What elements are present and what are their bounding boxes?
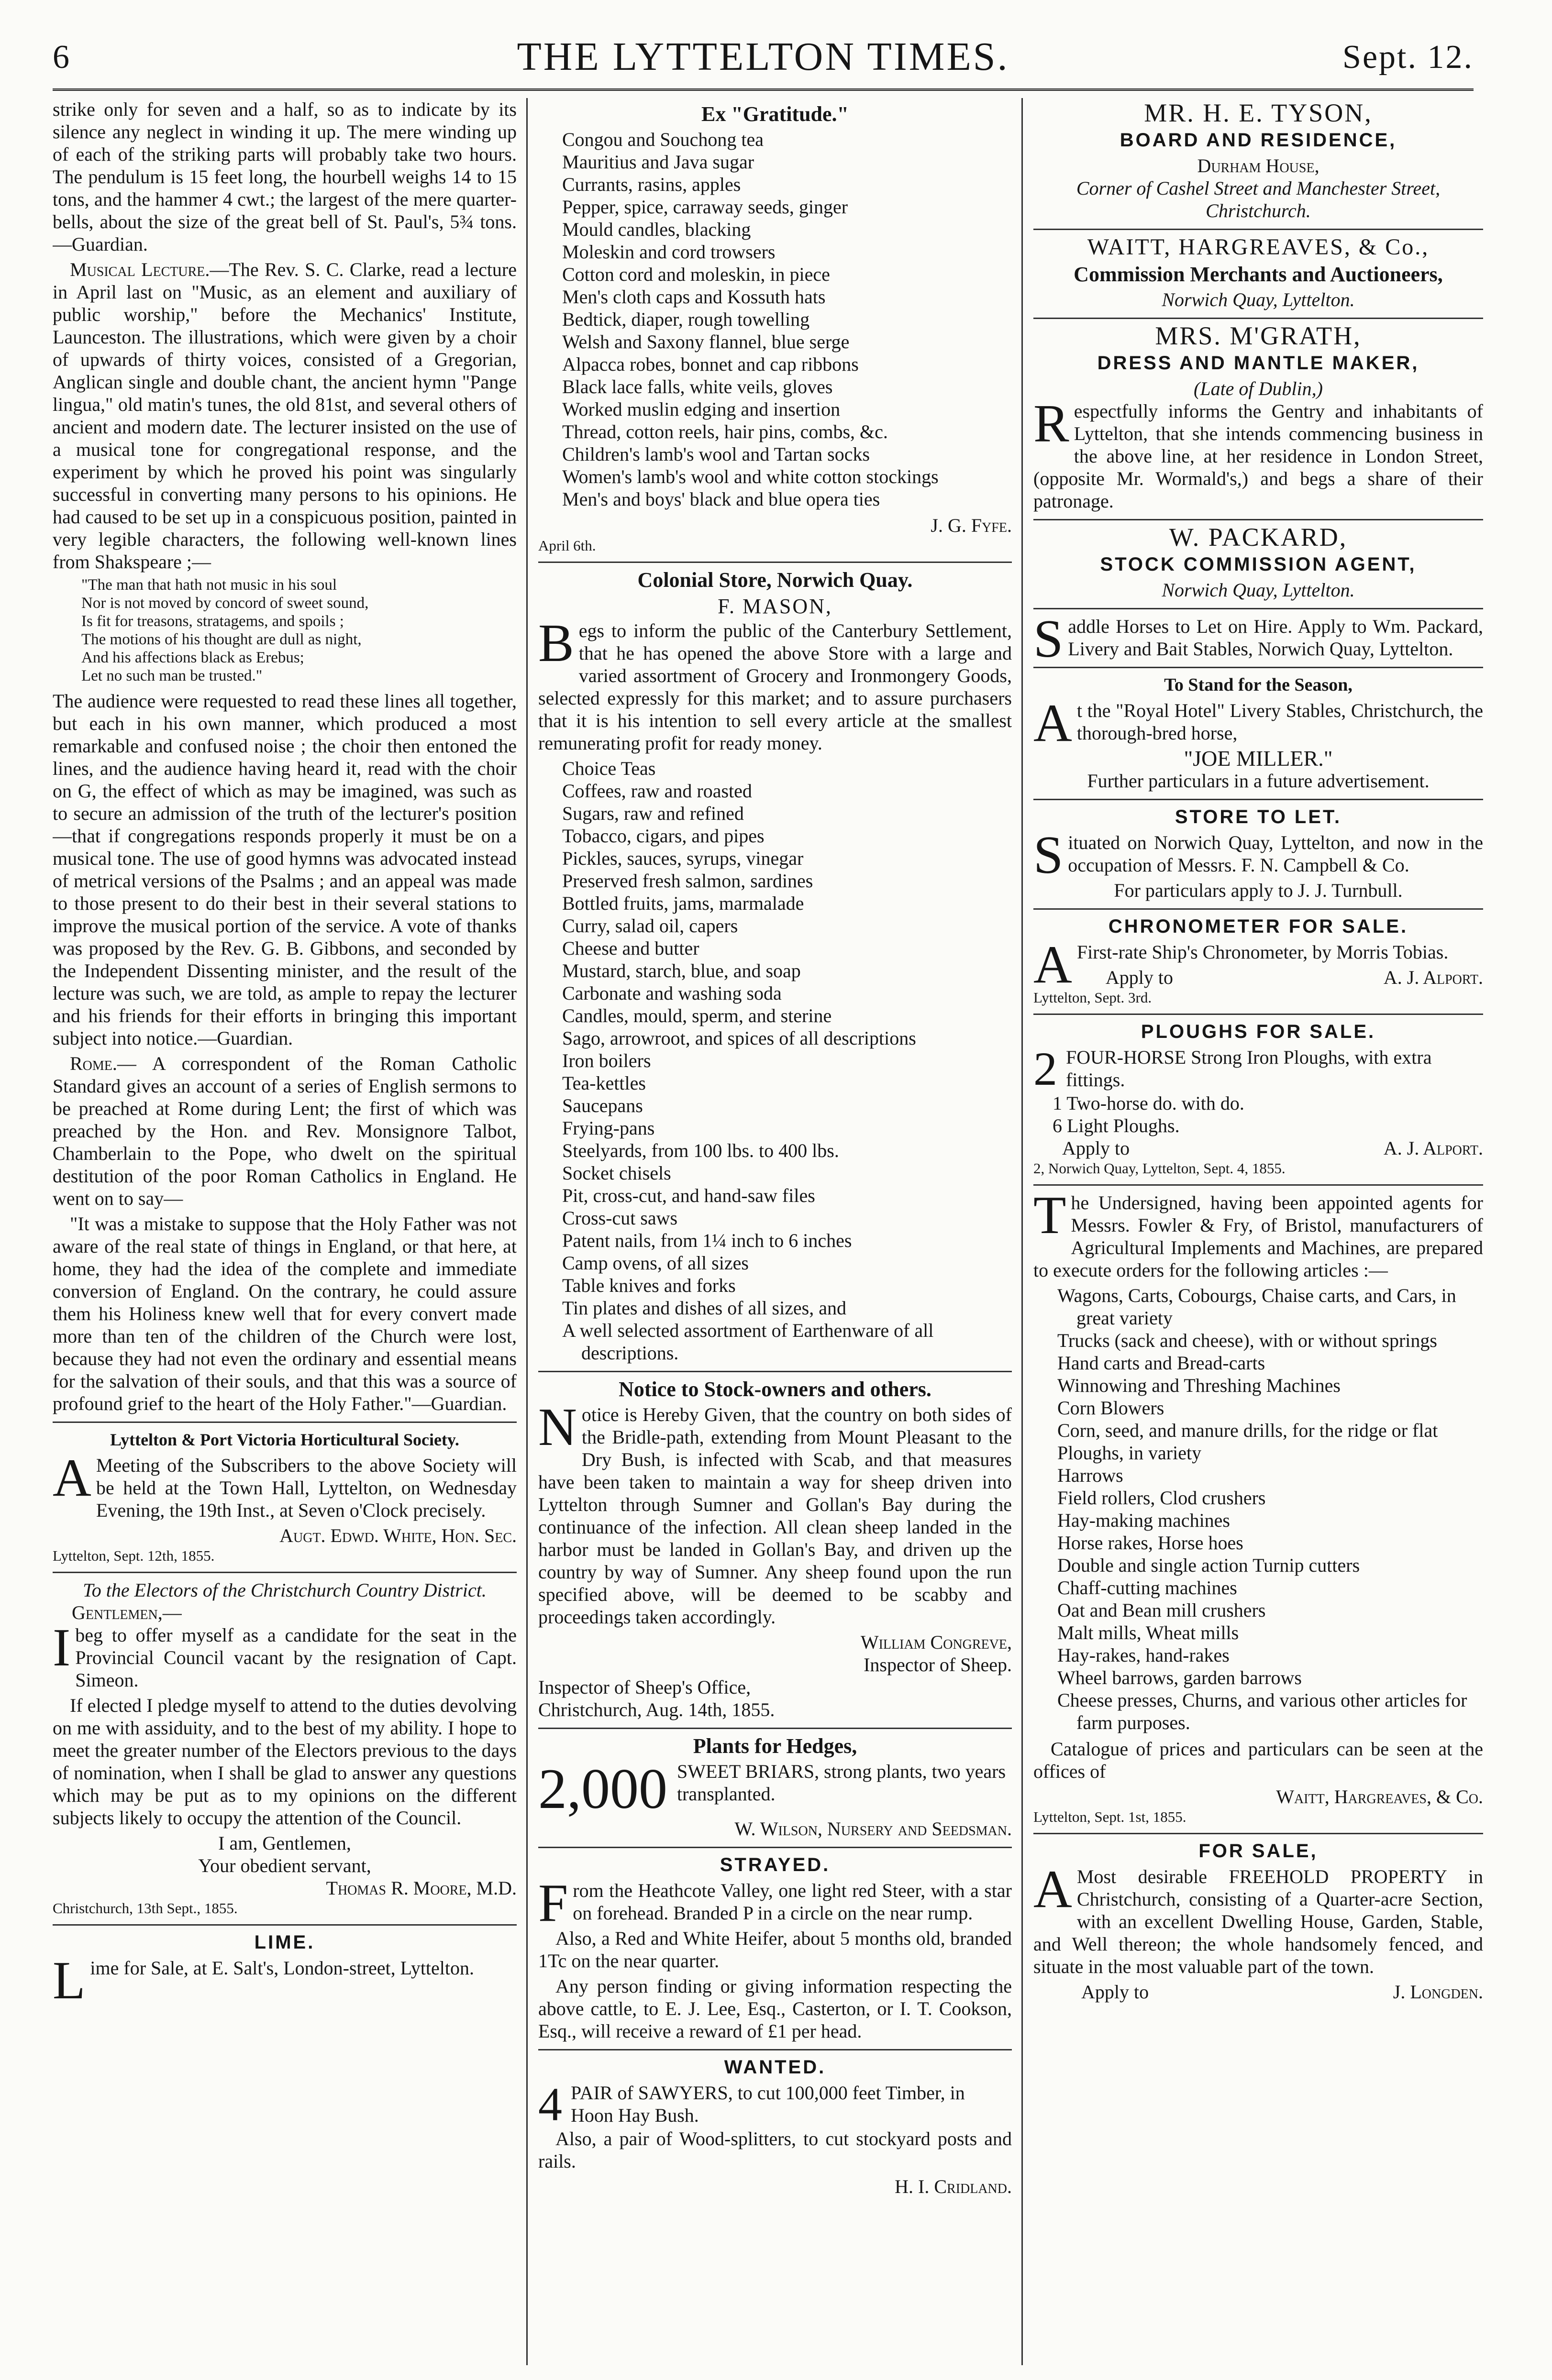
wanted-signature: H. I. Cridland. <box>895 2176 1012 2197</box>
divider <box>53 1572 517 1573</box>
plants-ad <box>538 1760 1012 1818</box>
electors-heading: To the Electors of the Christchurch Country District. <box>83 1579 487 1601</box>
season-horse: "JOE MILLER." <box>1184 746 1333 771</box>
list-item: Winnowing and Threshing Machines <box>1057 1375 1341 1396</box>
waitt-name: WAITT, HARGREAVES, & Co., <box>1087 234 1430 260</box>
ploughs-date: 2, Norwich Quay, Lyttelton, Sept. 4, 1855. <box>1033 1160 1286 1177</box>
masthead-rule <box>53 88 1474 91</box>
colonial-store-body: Begs to inform the public of the Canterbury Settlement, that he has opened the above Store with a large and varied assortment of Grocery and Ironmongery Goods, selected expressly for this market; and to assure purchasers that it is his intention to sell every article at the smallest remunerating profit for ready money. <box>538 614 1012 754</box>
tyson-line: BOARD AND RESIDENCE, <box>1120 130 1397 151</box>
list-item: Corn Blowers <box>1057 1397 1164 1419</box>
strayed-body-3: Any person finding or giving information respecting the above cattle, to E. J. Lee, Esq., Casterton, or I. T. Cookson, Esq., will receive a reward of £1 per head. <box>538 1975 1012 2042</box>
article-rome-quote: "It was a mistake to suppose that the Holy Father was not aware of the real state of things in England, or that here, at home, they had the idea of the complete and immediate conversion of England. On the contrary, he could assure them his Holiness knew well that for every convert made more than ten of the children of the Church were lost, because they had not even the ordinary and essential means for the salvation of their souls, and that this was a source of profound grief to the heart of the Holy Father."—Guardian. <box>53 1213 517 1414</box>
column-3 <box>1033 98 1483 2365</box>
tyson-house: Durham House, <box>1197 155 1319 176</box>
list-item: Table knives and forks <box>562 1275 736 1296</box>
undersigned-catalogue: Catalogue of prices and particulars can be seen at the offices of <box>1033 1738 1483 1782</box>
divider <box>1033 908 1483 910</box>
gratitude-date: April 6th. <box>538 537 596 554</box>
wanted-body: PAIR of SAWYERS, to cut 100,000 feet Timber, in Hoon Hay Bush. <box>571 2082 965 2126</box>
masthead <box>53 33 1474 91</box>
wanted-quantity: 4 <box>538 2082 562 2127</box>
plants-body: SWEET BRIARS, strong plants, two years transplanted. <box>677 1761 1006 1805</box>
notice-office: Inspector of Sheep's Office, <box>538 1676 751 1698</box>
strayed-heading: STRAYED. <box>720 1854 831 1875</box>
list-item: Pepper, spice, carraway seeds, ginger <box>562 196 848 218</box>
packard-line: STOCK COMMISSION AGENT, <box>1100 554 1417 575</box>
list-item: Hay-making machines <box>1057 1510 1230 1531</box>
tyson-address: Corner of Cashel Street and Manchester Street, Christchurch. <box>1076 177 1441 221</box>
for-sale-signature: J. Longden. <box>1393 1981 1483 2003</box>
horticultural-heading: Lyttelton & Port Victoria Horticultural Society. <box>110 1430 459 1449</box>
ploughs-quantity: 2 <box>1033 1046 1057 1092</box>
store-body: Situated on Norwich Quay, Lyttelton, and now in the occupation of Messrs. F. N. Campbell & Co. <box>1033 826 1483 885</box>
horticultural-date: Lyttelton, Sept. 12th, 1855. <box>53 1547 215 1564</box>
season-body: At the "Royal Hotel" Livery Stables, Christchurch, the thorough-bred horse, <box>1033 694 1483 753</box>
electors-date: Christchurch, 13th Sept., 1855. <box>53 1900 238 1917</box>
ploughs-apply-row: Apply to A. J. Alport. <box>1062 1137 1483 1159</box>
undersigned-body: The Undersigned, having been appointed agents for Messrs. Fowler & Fry, of Bristol, manufacturers of Agricultural Implements and Machines, are prepared to execute orders for the following articles :— <box>1033 1186 1483 1281</box>
colonial-store-heading: Colonial Store, Norwich Quay. <box>637 568 913 592</box>
divider <box>53 1421 517 1423</box>
list-item: Camp ovens, of all sizes <box>562 1252 749 1274</box>
divider <box>1033 1014 1483 1015</box>
list-item: Bedtick, diaper, rough towelling <box>562 309 810 330</box>
list-item: Steelyards, from 100 lbs. to 400 lbs. <box>562 1140 839 1161</box>
list-item: Cross-cut saws <box>562 1207 678 1229</box>
list-item: Carbonate and washing soda <box>562 982 782 1004</box>
undersigned-date: Lyttelton, Sept. 1st, 1855. <box>1033 1808 1186 1825</box>
list-item: Welsh and Saxony flannel, blue serge <box>562 331 850 353</box>
list-item: Double and single action Turnip cutters <box>1057 1554 1360 1576</box>
strayed-body-2: Also, a Red and White Heifer, about 5 months old, branded 1Tc on the near quarter. <box>538 1928 1012 1972</box>
list-item: Wagons, Carts, Cobourgs, Chaise carts, and Cars, in great variety <box>1057 1285 1456 1329</box>
column-rule-1 <box>526 98 528 2365</box>
list-item: Choice Teas <box>562 758 656 779</box>
list-item: Corn, seed, and manure drills, for the ridge or flat <box>1057 1420 1438 1441</box>
article-musical-lecture: Musical Lecture.—The Rev. S. C. Clarke, read a lecture in April last on "Music, as an element and auxiliary of public worship," before the Mechanics' Institute, Launceston. The illustrations, which were given by a choir of upwards of thirty voices, consisted of a Gregorian, Anglican single and double chant, the ancient hymn "Pange lingua," old matin's tunes, the old 81st, and several others of ancient and modern date. The lecturer insisted on the use of a musical tone for congregational response, and the experiment by which he proved his point was singularly successful in converting many persons to his opinions. He had caused to be set up in a conspicuous position, painted in very legible characters, the following well-known lines from Shakspeare ;— <box>53 259 517 573</box>
column-rule-2 <box>1021 98 1023 2365</box>
list-item: Mustard, starch, blue, and soap <box>562 960 801 981</box>
article-musical-lecture-cont: The audience were requested to read these lines all together, but each in his own manner, which produced a most remarkable and confused noise ; the choir then entoned the lines, and the audience having heard it, read with the choir on G, the effect of which as may be imagined, was such as to secure an admission of the truth of the lecturer's position—that if congregations responds properly it must be on a musical tone. The use of good hymns was advocated instead of metrical versions of the Psalms ; and an appeal was made to those present to do their best in their several stations to improve the musical portion of the service. A vote of thanks was proposed by the Rev. G. B. Gibbons, and seconded by the Independent Dissenting minister, and the result of the lecture was such, we are told, as ample to repay the lecturer and his friends for their efforts in bringing this important subject into notice.—Guardian. <box>53 690 517 1049</box>
article-clock: strike only for seven and a half, so as to indicate by its silence any neglect in winding it up. The mere winding up of each of the striking parts will probably take two hours. The pendulum is 15 feet long, the hourbell weighs 14 to 15 tons, and the hammer 4 cwt.; the largest of the mere quarter-bells, about the size of the great bell of St. Paul's, 5¾ tons.—Guardian. <box>53 99 517 255</box>
implements-list <box>1033 1284 1483 1734</box>
for-sale-body: AMost desirable FREEHOLD PROPERTY in Christchurch, consisting of a Quarter-acre Section, with an excellent Dwelling House, Garden, Stable, and Well thereon; the whole handsomely fenced, and situate in the most valuable part of the town. <box>1033 1860 1483 1977</box>
list-item: Worked muslin edging and insertion <box>562 398 841 420</box>
divider <box>1033 318 1483 319</box>
list-item: Sago, arrowroot, and spices of all descriptions <box>562 1027 916 1049</box>
article-rome: Rome.— A correspondent of the Roman Catholic Standard gives an account of a series of English sermons to be preached at Rome during Lent; the first of which was preached by the Hon. and Rev. Monsignore Talbot, Chamberlain to the Pope, who dwelt on the spiritual destitution of the poor Roman Catholics in England. He went on to say— <box>53 1053 517 1209</box>
list-item: Currants, rasins, apples <box>562 174 741 195</box>
list-item: Alpacca robes, bonnet and cap ribbons <box>562 353 859 375</box>
list-item: Tea-kettles <box>562 1072 646 1094</box>
gratitude-list <box>538 128 1012 510</box>
page-number: 6 <box>53 39 69 76</box>
list-item: Hand carts and Bread-carts <box>1057 1352 1265 1374</box>
electors-signature: Thomas R. Moore, M.D. <box>326 1877 517 1899</box>
chronometer-signature: A. J. Alport. <box>1383 967 1483 988</box>
column-2 <box>538 98 1012 2365</box>
chronometer-body: AFirst-rate Ship's Chronometer, by Morris Tobias. <box>1033 935 1449 994</box>
divider <box>1033 1833 1483 1834</box>
divider <box>538 2049 1012 2050</box>
tyson-name: MR. H. E. TYSON, <box>1144 99 1373 127</box>
list-item: Wheel barrows, garden barrows <box>1057 1667 1302 1688</box>
wanted-body-2: Also, a pair of Wood-splitters, to cut stockyard posts and rails. <box>538 2128 1012 2172</box>
list-item: Mould candles, blacking <box>562 219 751 240</box>
strayed-body-1: From the Heathcote Valley, one light red Steer, with a star on forehead. Branded P in a circle on the near rump. <box>538 1873 1012 1933</box>
divider <box>53 1924 517 1926</box>
divider <box>538 1371 1012 1372</box>
season-more: Further particulars in a future advertisement. <box>1087 770 1430 792</box>
lime-heading: LIME. <box>254 1932 315 1953</box>
list-item: Moleskin and cord trowsers <box>562 241 776 263</box>
ploughs-heading: PLOUGHS FOR SALE. <box>1141 1021 1376 1042</box>
list-item: Black lace falls, white veils, gloves <box>562 376 833 397</box>
electors-closing-2: Your obedient servant, <box>198 1855 371 1876</box>
newspaper-title: THE LYTTELTON TIMES. <box>517 34 1009 79</box>
list-item: Men's cloth caps and Kossuth hats <box>562 286 826 308</box>
store-apply: For particulars apply to J. J. Turnbull. <box>1114 880 1403 901</box>
electors-body-1: Ibeg to offer myself as a candidate for the seat in the Provincial Council vacant by the resignation of Capt. Simeon. <box>53 1618 517 1691</box>
packard-name: W. PACKARD, <box>1169 523 1348 551</box>
list-item: Congou and Souchong tea <box>562 129 764 150</box>
list-item: Hay-rakes, hand-rakes <box>1057 1644 1230 1666</box>
plants-signature: W. Wilson, Nursery and Seedsman. <box>734 1818 1012 1840</box>
list-item: Preserved fresh salmon, sardines <box>562 870 813 892</box>
list-item: Tobacco, cigars, and pipes <box>562 825 765 847</box>
notice-signature-title: Inspector of Sheep. <box>864 1654 1012 1675</box>
musical-lecture-heading: Musical Lecture. <box>70 259 210 280</box>
divider <box>1033 1184 1483 1186</box>
list-item: Frying-pans <box>562 1117 655 1139</box>
shakespeare-quote: "The man that hath not music in his soul Nor is not moved by concord of sweet sound, Is fit for treasons, stratagems, and spoils ; The motions of his thought are dull as night, And his affections black as Erebus; Let no such man be trusted." <box>81 576 369 684</box>
list-item: Coffees, raw and roasted <box>562 780 752 802</box>
packard-address: Norwich Quay, Lyttelton. <box>1162 579 1355 601</box>
for-sale-apply-row: Apply to J. Longden. <box>1081 1981 1483 2003</box>
mgrath-line: DRESS AND MANTLE MAKER, <box>1097 353 1419 374</box>
plants-heading: Plants for Hedges, <box>693 1734 857 1758</box>
gratitude-signature: J. G. Fyfe. <box>931 515 1012 536</box>
divider <box>538 1728 1012 1729</box>
mgrath-body: Respectfully informs the Gentry and inhabitants of Lyttelton, that she intends commencing business in the above line, at her residence in London Street, (opposite Mr. Wormald's,) and begs a share of their patronage. <box>1033 394 1483 512</box>
waitt-address: Norwich Quay, Lyttelton. <box>1162 289 1355 310</box>
gratitude-heading: Ex "Gratitude." <box>701 102 849 126</box>
list-item: Cotton cord and moleskin, in piece <box>562 264 830 285</box>
store-heading: STORE TO LET. <box>1175 806 1342 827</box>
divider <box>1033 799 1483 800</box>
list-item: Field rollers, Clod crushers <box>1057 1487 1266 1509</box>
list-item: Malt mills, Wheat mills <box>1057 1622 1239 1643</box>
ploughs-line-2: 6 Light Ploughs. <box>1053 1115 1180 1136</box>
divider <box>1033 667 1483 668</box>
wanted-heading: WANTED. <box>724 2057 826 2078</box>
list-item: Thread, cotton reels, hair pins, combs, &c. <box>562 421 888 442</box>
divider <box>538 562 1012 563</box>
list-item: Pit, cross-cut, and hand-saw files <box>562 1185 815 1206</box>
list-item: Candles, mould, sperm, and sterine <box>562 1005 832 1026</box>
list-item: Harrows <box>1057 1465 1123 1486</box>
divider <box>538 1847 1012 1848</box>
chronometer-heading: CHRONOMETER FOR SALE. <box>1108 916 1408 937</box>
list-item: Cheese and butter <box>562 937 699 959</box>
issue-date: Sept. 12. <box>1342 39 1474 76</box>
list-item: Socket chisels <box>562 1162 671 1184</box>
plants-quantity: 2,000 <box>538 1760 667 1818</box>
ploughs-ad <box>1033 1046 1483 1092</box>
list-item: Men's and boys' black and blue opera ties <box>562 488 880 510</box>
list-item: Curry, salad oil, capers <box>562 915 738 937</box>
colonial-store-name: F. MASON, <box>718 595 832 618</box>
notice-date: Christchurch, Aug. 14th, 1855. <box>538 1699 775 1720</box>
list-item: Tin plates and dishes of all sizes, and <box>562 1297 847 1319</box>
divider <box>1033 608 1483 609</box>
list-item: Children's lamb's wool and Tartan socks <box>562 443 870 465</box>
chronometer-apply-row: Apply to A. J. Alport. <box>1105 967 1483 988</box>
ploughs-body: FOUR-HORSE Strong Iron Ploughs, with extra fittings. <box>1066 1047 1432 1091</box>
list-item: Women's lamb's wool and white cotton stockings <box>562 466 939 487</box>
wanted-ad <box>538 2082 1012 2127</box>
electors-closing-1: I am, Gentlemen, <box>218 1832 351 1854</box>
list-item: Ploughs, in variety <box>1057 1442 1202 1464</box>
ploughs-line-1: 1 Two-horse do. with do. <box>1053 1092 1244 1114</box>
rome-heading: Rome. <box>70 1053 117 1074</box>
waitt-line: Commission Merchants and Auctioneers, <box>1074 263 1443 286</box>
horticultural-signature: Augt. Edwd. White, Hon. Sec. <box>279 1525 517 1546</box>
lime-body: Lime for Sale, at E. Salt's, London-street, Lyttelton. <box>53 1951 475 2010</box>
list-item: Horse rakes, Horse hoes <box>1057 1532 1243 1554</box>
column-1 <box>53 98 517 2365</box>
season-heading: To Stand for the Season, <box>1164 675 1352 695</box>
list-item: Bottled fruits, jams, marmalade <box>562 892 804 914</box>
saddle-body: Saddle Horses to Let on Hire. Apply to Wm. Packard, Livery and Bait Stables, Norwich Quay, Lyttelton. <box>1033 609 1483 669</box>
undersigned-signature: Waitt, Hargreaves, & Co. <box>1276 1786 1483 1807</box>
list-item: Chaff-cutting machines <box>1057 1577 1237 1598</box>
list-item: A well selected assortment of Earthenware of all descriptions. <box>562 1320 934 1364</box>
ploughs-signature: A. J. Alport. <box>1383 1137 1483 1159</box>
divider <box>1033 229 1483 230</box>
colonial-store-list <box>538 757 1012 1364</box>
list-item: Sugars, raw and refined <box>562 803 744 824</box>
list-item: Oat and Bean mill crushers <box>1057 1599 1266 1621</box>
electors-body-2: If elected I pledge myself to attend to the duties devolving on me with assiduity, and to the best of my ability. I hope to meet the greater number of the Electors previous to the days of nomination, when I shall be glad to answer any questions which may be put as to my opinions on the different subjects likely to occupy the attention of the Council. <box>53 1695 517 1829</box>
mgrath-late: (Late of Dublin,) <box>1194 378 1323 399</box>
divider <box>1033 519 1483 520</box>
electors-salutation: Gentlemen,— <box>72 1602 182 1623</box>
notice-signature: William Congreve, <box>860 1631 1012 1653</box>
chronometer-date: Lyttelton, Sept. 3rd. <box>1033 989 1152 1006</box>
for-sale-heading: FOR SALE, <box>1198 1840 1318 1862</box>
list-item: Patent nails, from 1¼ inch to 6 inches <box>562 1230 852 1251</box>
notice-body: Notice is Hereby Given, that the country on both sides of the Bridle-path, extending from Mount Pleasant to the Dry Bush, is infected with Scab, and that measures have been taken to maintain a way for sheep driven into Lyttelton through Sumner and Gollan's Bay during the continuance of the infection. All clean sheep landed in the harbor must be landed in Gollan's Bay, and driven up the country by way of Sumner. Any sheep found upon the run specified above, will be deemed to be scabby and proceedings taken accordingly. <box>538 1398 1012 1628</box>
horticultural-body: AMeeting of the Subscribers to the above Society will be held at the Town Hall, Lyttelton, on Wednesday Evening, the 19th Inst., at Seven o'Clock precisely. <box>53 1448 517 1521</box>
list-item: Trucks (sack and cheese), with or without springs <box>1057 1330 1437 1351</box>
mgrath-name: MRS. M'GRATH, <box>1155 321 1362 350</box>
list-item: Pickles, sauces, syrups, vinegar <box>562 848 804 869</box>
list-item: Cheese presses, Churns, and various other articles for farm purposes. <box>1057 1689 1467 1733</box>
list-item: Mauritius and Java sugar <box>562 151 754 173</box>
notice-heading: Notice to Stock-owners and others. <box>619 1377 931 1401</box>
list-item: Iron boilers <box>562 1050 651 1071</box>
list-item: Saucepans <box>562 1095 643 1116</box>
